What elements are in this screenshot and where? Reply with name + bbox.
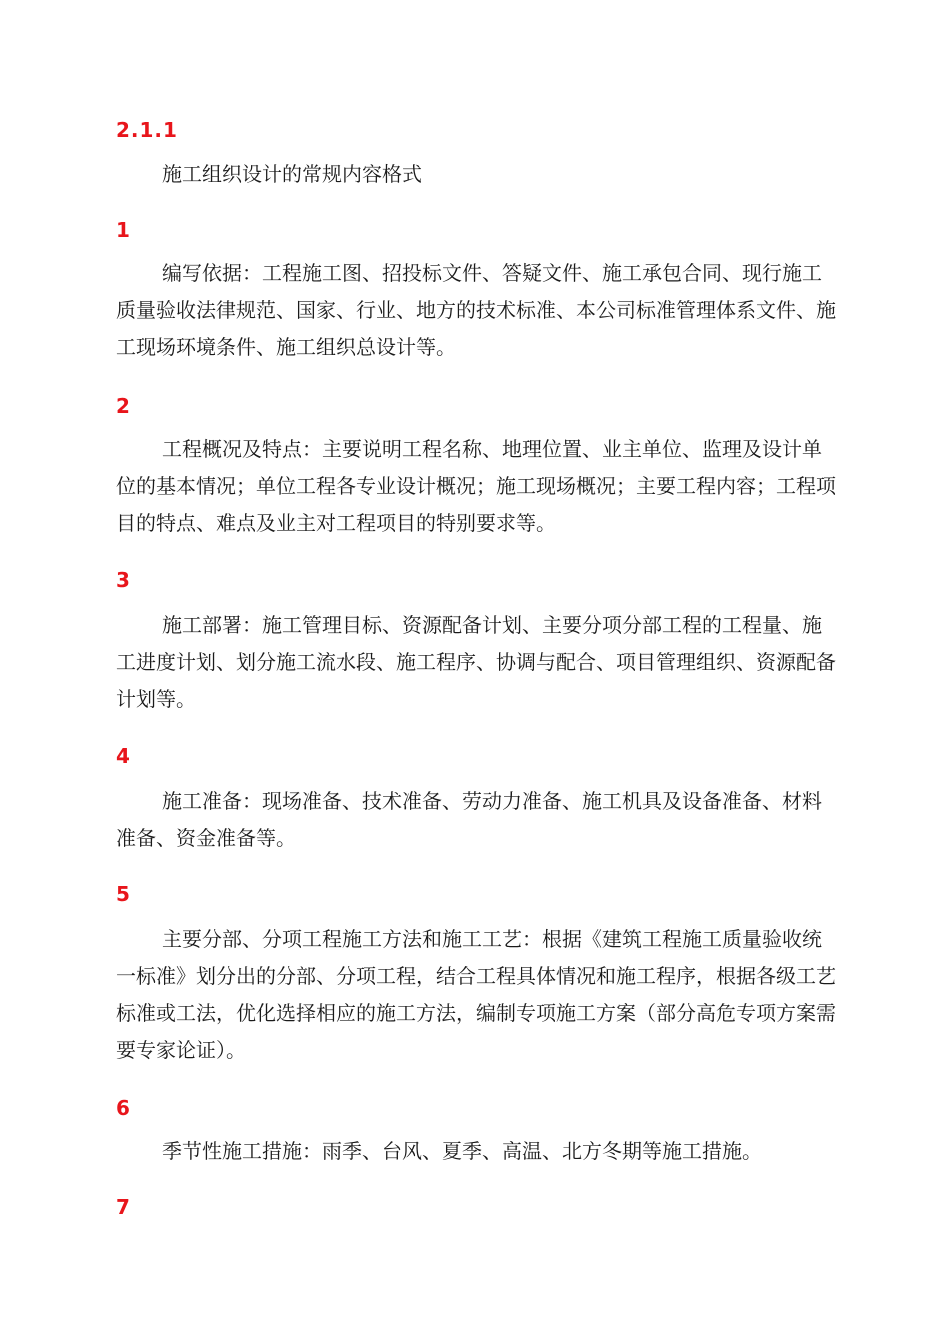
item-text-2: 工程概况及特点：主要说明工程名称、地理位置、业主单位、监理及设计单位的基本情况；单位工程各专业设计概况；施工现场概况；主要工程内容；工程项目的特点、难点及业主对工程项目的特别要求等。 (116, 437, 836, 535)
item-text-6: 季节性施工措施：雨季、台风、夏季、高温、北方冬期等施工措施。 (162, 1139, 762, 1163)
section-number: 2.1.1 (116, 118, 178, 142)
item-number-5: 5 (116, 882, 131, 906)
item-number-2: 2 (116, 394, 131, 418)
section-title: 施工组织设计的常规内容格式 (162, 162, 422, 186)
item-text-4: 施工准备：现场准备、技术准备、劳动力准备、施工机具及设备准备、材料准备、资金准备等。 (116, 789, 822, 850)
item-number-3: 3 (116, 568, 131, 592)
item-text-1: 编写依据：工程施工图、招投标文件、答疑文件、施工承包合同、现行施工质量验收法律规范、国家、行业、地方的技术标准、本公司标准管理体系文件、施工现场环境条件、施工组织总设计等。 (116, 261, 836, 359)
item-number-6: 6 (116, 1096, 131, 1120)
item-text-5: 主要分部、分项工程施工方法和施工工艺：根据《建筑工程施工质量验收统一标准》划分出的分部、分项工程，结合工程具体情况和施工程序，根据各级工艺标准或工法，优化选择相应的施工方法，编制专项施工方案（部分高危专项方案需要专家论证）。 (116, 927, 836, 1062)
item-number-4: 4 (116, 744, 131, 768)
item-text-3: 施工部署：施工管理目标、资源配备计划、主要分项分部工程的工程量、施工进度计划、划分施工流水段、施工程序、协调与配合、项目管理组织、资源配备计划等。 (116, 613, 836, 711)
item-number-7: 7 (116, 1195, 131, 1219)
item-number-1: 1 (116, 218, 131, 242)
